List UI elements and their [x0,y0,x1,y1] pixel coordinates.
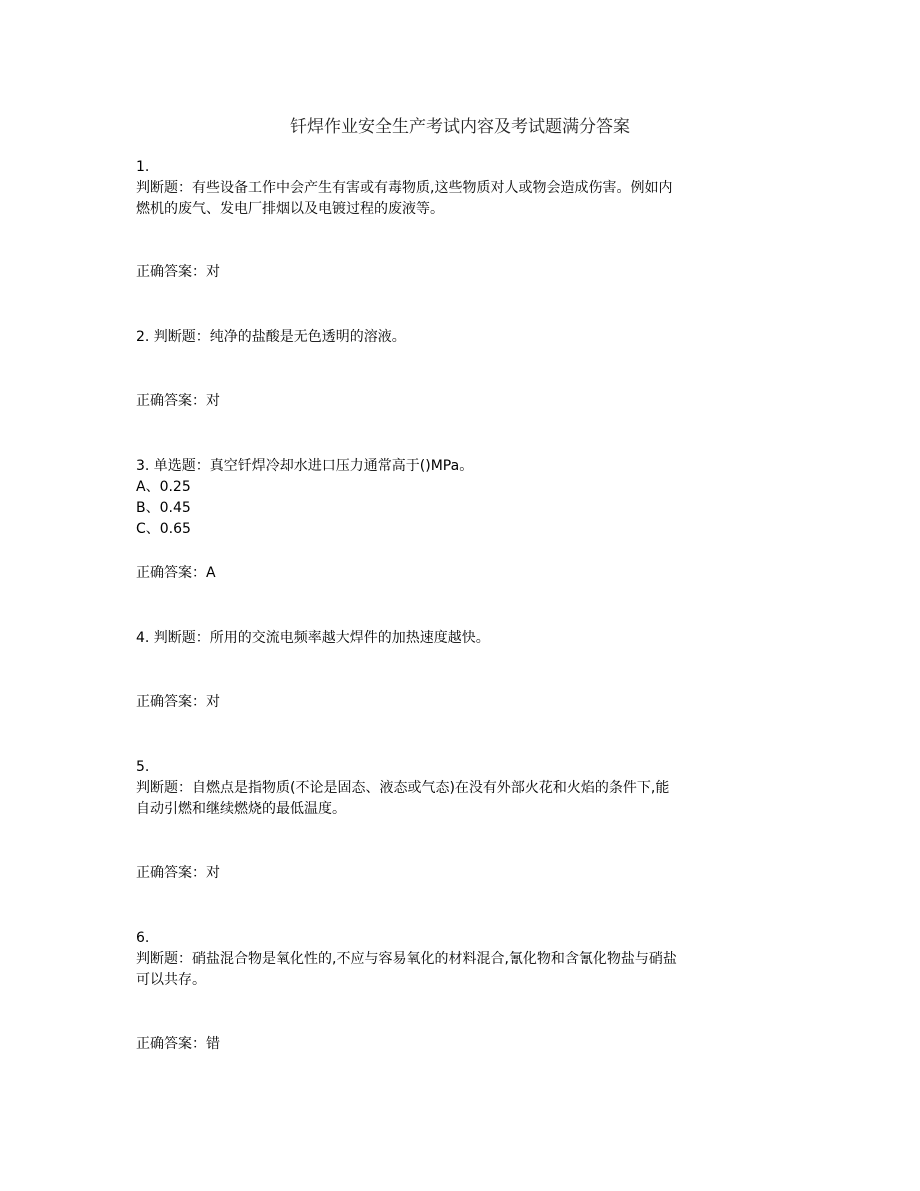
answer-3: 正确答案：A [136,565,216,581]
question-4: 4. 判断题：所用的交流电频率越大焊件的加热速度越快。 [136,630,490,646]
answer-4: 正确答案：对 [136,694,220,710]
question-3 [136,456,796,540]
question-number: 5. [136,759,150,775]
option-b: B、0.45 [136,500,191,516]
answer-1: 正确答案：对 [136,264,220,280]
document-title: 钎焊作业安全生产考试内容及考试题满分答案 [290,117,630,137]
question-text: 判断题：有些设备工作中会产生有害或有毒物质,这些物质对人或物会造成伤害。例如内 [136,180,673,196]
question-text: 判断题：自燃点是指物质(不论是固态、液态或气态)在没有外部火花和火焰的条件下,能 [136,780,670,796]
answer-5: 正确答案：对 [136,865,220,881]
question-6 [136,928,796,991]
question-text: 燃机的废气、发电厂排烟以及电镀过程的废液等。 [136,201,444,217]
question-text: 判断题：硝盐混合物是氧化性的,不应与容易氧化的材料混合,氰化物和含氰化物盐与硝盐 [136,951,677,967]
answer-2: 正确答案：对 [136,393,220,409]
question-1 [136,157,796,220]
question-text: 自动引燃和继续燃烧的最低温度。 [136,801,346,817]
question-2: 2. 判断题：纯净的盐酸是无色透明的溶液。 [136,329,406,345]
question-number: 1. [136,159,150,175]
question-number: 6. [136,930,150,946]
question-text: 3. 单选题：真空钎焊冷却水进口压力通常高于()MPa。 [136,458,474,474]
question-5 [136,757,796,820]
question-text: 可以共存。 [136,972,206,988]
option-a: A、0.25 [136,479,191,495]
option-c: C、0.65 [136,521,191,537]
answer-6: 正确答案：错 [136,1036,220,1052]
